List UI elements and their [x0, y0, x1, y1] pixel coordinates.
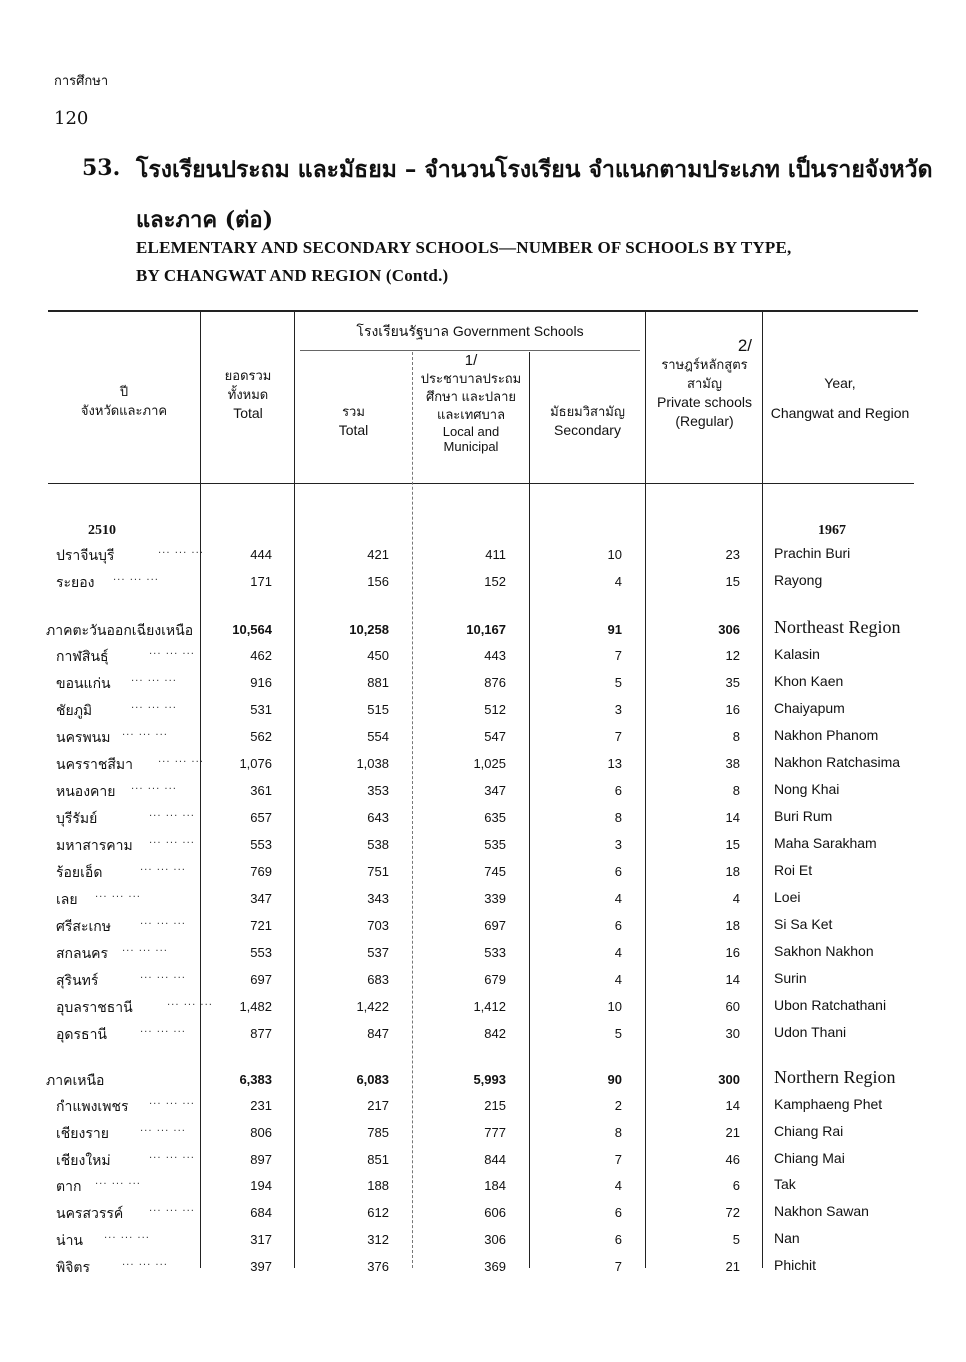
cell-value: 612: [367, 1205, 389, 1220]
table-row: [0, 1096, 966, 1118]
cell-value: 152: [484, 574, 506, 589]
cell-value: 535: [484, 837, 506, 852]
row-name-thai: นครราชสีมา: [56, 757, 133, 773]
row-name-english: Rayong: [774, 572, 823, 588]
row-name-thai: ตาก: [56, 1179, 82, 1195]
cell-value: 231: [250, 1098, 272, 1113]
row-name-english: Si Sa Ket: [774, 916, 833, 932]
cell-value: 8: [732, 783, 740, 798]
row-name-thai: หนองคาย: [56, 784, 116, 800]
cell-value: 7: [614, 1259, 622, 1274]
table-row: [0, 997, 966, 1019]
cell-value: 343: [367, 891, 389, 906]
cell-value: 7: [614, 648, 622, 663]
cell-value: 515: [367, 702, 389, 717]
cell-value: 21: [725, 1259, 740, 1274]
row-name-english: Udon Thani: [774, 1024, 847, 1040]
cell-value: 606: [484, 1205, 506, 1220]
cell-value: 6: [614, 783, 622, 798]
row-name-thai: สกลนคร: [56, 946, 109, 962]
row-name-thai: เลย: [56, 892, 78, 908]
cell-value: 1,422: [356, 999, 389, 1014]
cell-value: 8: [614, 810, 622, 825]
leader-dots: ... ... ...: [149, 1203, 195, 1214]
cell-value: 8: [614, 1125, 622, 1140]
row-name-thai: บุรีรัมย์: [56, 811, 98, 827]
cell-value: 16: [725, 702, 740, 717]
cell-value: 317: [250, 1232, 272, 1247]
table-title-english-line2: BY CHANGWAT AND REGION (Contd.): [136, 266, 449, 285]
row-name-english: Kalasin: [774, 646, 820, 662]
row-name-thai: ระยอง: [56, 575, 95, 591]
cell-value: 553: [250, 837, 272, 852]
cell-value: 10: [607, 999, 622, 1014]
cell-value: 897: [250, 1152, 272, 1167]
header-local-municipal: 1/ ประชาบาลประถม ศึกษา และปลาย และเทศบาล Local and Municipal: [420, 352, 522, 454]
row-name-thai: มหาสารคาม: [56, 838, 133, 854]
row-name-thai: นครสวรรค์: [56, 1206, 124, 1222]
cell-value: 6: [614, 1205, 622, 1220]
table-row: [0, 646, 966, 668]
row-name-thai: เชียงใหม่: [56, 1153, 111, 1169]
table-row: [0, 1024, 966, 1046]
table-row: [0, 862, 966, 884]
leader-dots: ... ... ...: [158, 545, 204, 556]
cell-value: 450: [367, 648, 389, 663]
cell-value: 847: [367, 1026, 389, 1041]
cell-value: 6: [614, 918, 622, 933]
cell-value: 7: [614, 729, 622, 744]
cell-value: 769: [250, 864, 272, 879]
cell-value: 312: [367, 1232, 389, 1247]
cell-value: 877: [250, 1026, 272, 1041]
cell-value: 171: [250, 574, 272, 589]
row-name-english: Northeast Region: [774, 617, 901, 637]
cell-value: 14: [725, 1098, 740, 1113]
cell-value: 3: [614, 702, 622, 717]
cell-value: 4: [732, 891, 740, 906]
table-row: [0, 700, 966, 722]
leader-dots: ... ... ...: [131, 700, 177, 711]
cell-value: 18: [725, 918, 740, 933]
table-title-thai-line2: และภาค (ต่อ): [136, 207, 274, 233]
cell-value: 46: [725, 1152, 740, 1167]
cell-value: 411: [485, 547, 506, 562]
row-name-thai: ปราจีนบุรี: [56, 548, 115, 564]
cell-value: 537: [367, 945, 389, 960]
row-name-english: Chiang Mai: [774, 1150, 845, 1166]
cell-value: 462: [250, 648, 272, 663]
table-row: [0, 916, 966, 938]
cell-value: 2: [614, 1098, 622, 1113]
leader-dots: ... ... ...: [167, 997, 213, 1008]
cell-value: 697: [484, 918, 506, 933]
row-name-thai: กาฬสินธุ์: [56, 649, 109, 665]
cell-value: 1,412: [473, 999, 506, 1014]
table-row: [0, 754, 966, 776]
leader-dots: ... ... ...: [113, 572, 159, 583]
row-name-english: Phichit: [774, 1257, 817, 1273]
cell-value: 421: [367, 547, 389, 562]
cell-value: 562: [250, 729, 272, 744]
leader-dots: ... ... ...: [131, 781, 177, 792]
row-name-thai: สุรินทร์: [56, 973, 99, 989]
table-row: [0, 781, 966, 803]
cell-value: 657: [250, 810, 272, 825]
cell-value: 6,383: [239, 1072, 272, 1087]
table-header-rule: [48, 483, 914, 484]
cell-value: 3: [614, 837, 622, 852]
row-name-thai: พิจิตร: [56, 1260, 91, 1276]
cell-value: 683: [367, 972, 389, 987]
running-title: การศึกษา: [54, 74, 109, 89]
region-row: [0, 617, 966, 642]
cell-value: 538: [367, 837, 389, 852]
cell-value: 851: [367, 1152, 389, 1167]
cell-value: 443: [484, 648, 506, 663]
table-row: [0, 545, 966, 567]
row-name-english: 1967: [818, 523, 846, 538]
cell-value: 376: [367, 1259, 389, 1274]
row-name-thai: นครพนม: [56, 730, 111, 746]
cell-value: 15: [725, 574, 740, 589]
cell-value: 4: [614, 1178, 622, 1193]
cell-value: 21: [725, 1125, 740, 1140]
table-row: [0, 889, 966, 911]
cell-value: 553: [250, 945, 272, 960]
cell-value: 5: [732, 1232, 740, 1247]
cell-value: 679: [484, 972, 506, 987]
row-name-english: Maha Sarakham: [774, 835, 877, 851]
cell-value: 10: [607, 547, 622, 562]
cell-value: 90: [607, 1072, 622, 1087]
cell-value: 369: [484, 1259, 506, 1274]
row-name-thai: อุดรธานี: [56, 1027, 107, 1043]
cell-value: 444: [250, 547, 272, 562]
leader-dots: ... ... ...: [122, 943, 168, 954]
cell-value: 1,038: [356, 756, 389, 771]
cell-value: 554: [367, 729, 389, 744]
leader-dots: ... ... ...: [140, 1123, 186, 1134]
row-name-thai: ร้อยเอ็ด: [56, 865, 103, 881]
cell-value: 14: [725, 972, 740, 987]
cell-value: 188: [367, 1178, 389, 1193]
leader-dots: ... ... ...: [149, 646, 195, 657]
cell-value: 217: [367, 1098, 389, 1113]
cell-value: 5: [614, 675, 622, 690]
leader-dots: ... ... ...: [104, 1230, 150, 1241]
table-row: [0, 673, 966, 695]
row-name-english: Loei: [774, 889, 801, 905]
cell-value: 4: [614, 574, 622, 589]
row-name-thai: ขอนแก่น: [56, 676, 111, 692]
cell-value: 1,025: [473, 756, 506, 771]
cell-value: 347: [484, 783, 506, 798]
cell-value: 10,564: [232, 622, 272, 637]
cell-value: 785: [367, 1125, 389, 1140]
cell-value: 60: [725, 999, 740, 1014]
row-name-english: Nong Khai: [774, 781, 840, 797]
cell-value: 306: [718, 622, 740, 637]
leader-dots: ... ... ...: [149, 835, 195, 846]
gov-group-rule: [300, 350, 640, 351]
cell-value: 300: [718, 1072, 740, 1087]
table-row: [0, 1257, 966, 1279]
cell-value: 684: [250, 1205, 272, 1220]
cell-value: 5: [614, 1026, 622, 1041]
cell-value: 347: [250, 891, 272, 906]
leader-dots: ... ... ...: [140, 862, 186, 873]
cell-value: 14: [725, 810, 740, 825]
row-name-thai: กำแพงเพชร: [56, 1099, 129, 1115]
row-name-english: Nakhon Sawan: [774, 1203, 869, 1219]
header-gov-total: รวม Total: [338, 404, 369, 438]
row-name-english: Tak: [774, 1176, 796, 1192]
table-row: [0, 943, 966, 965]
cell-value: 1,076: [239, 756, 272, 771]
cell-value: 916: [250, 675, 272, 690]
table-row: [0, 1203, 966, 1225]
cell-value: 806: [250, 1125, 272, 1140]
cell-value: 306: [484, 1232, 506, 1247]
cell-value: 533: [484, 945, 506, 960]
row-name-english: Prachin Buri: [774, 545, 851, 561]
table-top-rule: [48, 310, 918, 312]
leader-dots: ... ... ...: [122, 1257, 168, 1268]
leader-dots: ... ... ...: [95, 889, 141, 900]
cell-value: 844: [484, 1152, 506, 1167]
table-row: [0, 835, 966, 857]
cell-value: 38: [725, 756, 740, 771]
region-row: [0, 1067, 966, 1092]
table-row: [0, 970, 966, 992]
cell-value: 721: [250, 918, 272, 933]
leader-dots: ... ... ...: [140, 1024, 186, 1035]
header-government-schools: โรงเรียนรัฐบาล Government Schools: [356, 323, 584, 339]
table-title-english-line1: ELEMENTARY AND SECONDARY SCHOOLS—NUMBER OF SCHOOLS BY TYPE,: [136, 238, 792, 257]
cell-value: 5,993: [473, 1072, 506, 1087]
year-row: [0, 523, 966, 545]
header-private-schools: 2/ ราษฎร์หลักสูตร สามัญ Private schools (Regular): [657, 336, 752, 429]
cell-value: 30: [725, 1026, 740, 1041]
row-name-english: Sakhon Nakhon: [774, 943, 874, 959]
leader-dots: ... ... ...: [122, 727, 168, 738]
cell-value: 1,482: [239, 999, 272, 1014]
row-name-english: Buri Rum: [774, 808, 833, 824]
cell-value: 8: [732, 729, 740, 744]
cell-value: 35: [725, 675, 740, 690]
cell-value: 745: [484, 864, 506, 879]
cell-value: 91: [607, 622, 622, 637]
header-stub-thai: ปี จังหวัดและภาค: [80, 384, 168, 418]
cell-value: 15: [725, 837, 740, 852]
cell-value: 547: [484, 729, 506, 744]
row-name-english: Northern Region: [774, 1067, 896, 1087]
cell-value: 339: [484, 891, 506, 906]
cell-value: 23: [725, 547, 740, 562]
cell-value: 156: [367, 574, 389, 589]
cell-value: 184: [484, 1178, 506, 1193]
row-name-thai: ชัยภูมิ: [56, 703, 93, 719]
cell-value: 4: [614, 945, 622, 960]
row-name-english: Surin: [774, 970, 807, 986]
table-row: [0, 1230, 966, 1252]
table-title-thai-line1: โรงเรียนประถม และมัธยม – จำนวนโรงเรียน จำแนกตามประเภท เป็นรายจังหวัด: [136, 156, 933, 183]
row-name-english: Kamphaeng Phet: [774, 1096, 883, 1112]
cell-value: 6,083: [356, 1072, 389, 1087]
row-name-english: Ubon Ratchathani: [774, 997, 887, 1013]
cell-value: 703: [367, 918, 389, 933]
cell-value: 697: [250, 972, 272, 987]
cell-value: 72: [725, 1205, 740, 1220]
cell-value: 215: [484, 1098, 506, 1113]
row-name-english: Nakhon Phanom: [774, 727, 879, 743]
cell-value: 7: [614, 1152, 622, 1167]
cell-value: 6: [614, 1232, 622, 1247]
row-name-english: Nan: [774, 1230, 800, 1246]
cell-value: 635: [484, 810, 506, 825]
leader-dots: ... ... ...: [140, 916, 186, 927]
row-name-english: Khon Kaen: [774, 673, 844, 689]
cell-value: 4: [614, 972, 622, 987]
cell-value: 4: [614, 891, 622, 906]
row-name-english: Roi Et: [774, 862, 813, 878]
cell-value: 353: [367, 783, 389, 798]
leader-dots: ... ... ...: [158, 754, 204, 765]
cell-value: 6: [732, 1178, 740, 1193]
cell-value: 751: [367, 864, 389, 879]
leader-dots: ... ... ...: [149, 1150, 195, 1161]
leader-dots: ... ... ...: [95, 1176, 141, 1187]
row-name-thai: เชียงราย: [56, 1126, 109, 1142]
table-row: [0, 1123, 966, 1145]
cell-value: 12: [725, 648, 740, 663]
row-name-english: Chiang Rai: [774, 1123, 844, 1139]
cell-value: 876: [484, 675, 506, 690]
cell-value: 397: [250, 1259, 272, 1274]
row-name-thai: อุบลราชธานี: [56, 1000, 133, 1016]
header-stub-english: Year, Changwat and Region: [770, 375, 910, 421]
table-row: [0, 727, 966, 749]
cell-value: 842: [484, 1026, 506, 1041]
cell-value: 881: [367, 675, 389, 690]
header-secondary: มัธยมวิสามัญ Secondary: [550, 404, 625, 438]
page-number: 120: [54, 108, 89, 129]
cell-value: 6: [614, 864, 622, 879]
row-name-thai: น่าน: [56, 1233, 84, 1249]
row-name-thai: ภาคตะวันออกเฉียงเหนือ: [46, 623, 194, 639]
table-row: [0, 808, 966, 830]
cell-value: 18: [725, 864, 740, 879]
table-row: [0, 572, 966, 594]
table-number: 53.: [82, 155, 121, 181]
cell-value: 361: [250, 783, 272, 798]
leader-dots: ... ... ...: [131, 673, 177, 684]
cell-value: 512: [484, 702, 506, 717]
cell-value: 16: [725, 945, 740, 960]
row-name-thai: ภาคเหนือ: [46, 1073, 105, 1089]
leader-dots: ... ... ...: [149, 1096, 195, 1107]
cell-value: 10,167: [466, 622, 506, 637]
leader-dots: ... ... ...: [140, 970, 186, 981]
cell-value: 13: [607, 756, 622, 771]
cell-value: 777: [484, 1125, 506, 1140]
table-row: [0, 1150, 966, 1172]
cell-value: 194: [250, 1178, 272, 1193]
table-row: [0, 1176, 966, 1198]
row-name-thai: 2510: [88, 523, 116, 538]
cell-value: 10,258: [349, 622, 389, 637]
cell-value: 531: [250, 702, 272, 717]
row-name-english: Nakhon Ratchasima: [774, 754, 901, 770]
leader-dots: ... ... ...: [149, 808, 195, 819]
header-grand-total: ยอดรวมทั้งหมด Total: [224, 368, 272, 421]
cell-value: 643: [367, 810, 389, 825]
row-name-thai: ศรีสะเกษ: [56, 919, 111, 935]
row-name-english: Chaiyapum: [774, 700, 845, 716]
